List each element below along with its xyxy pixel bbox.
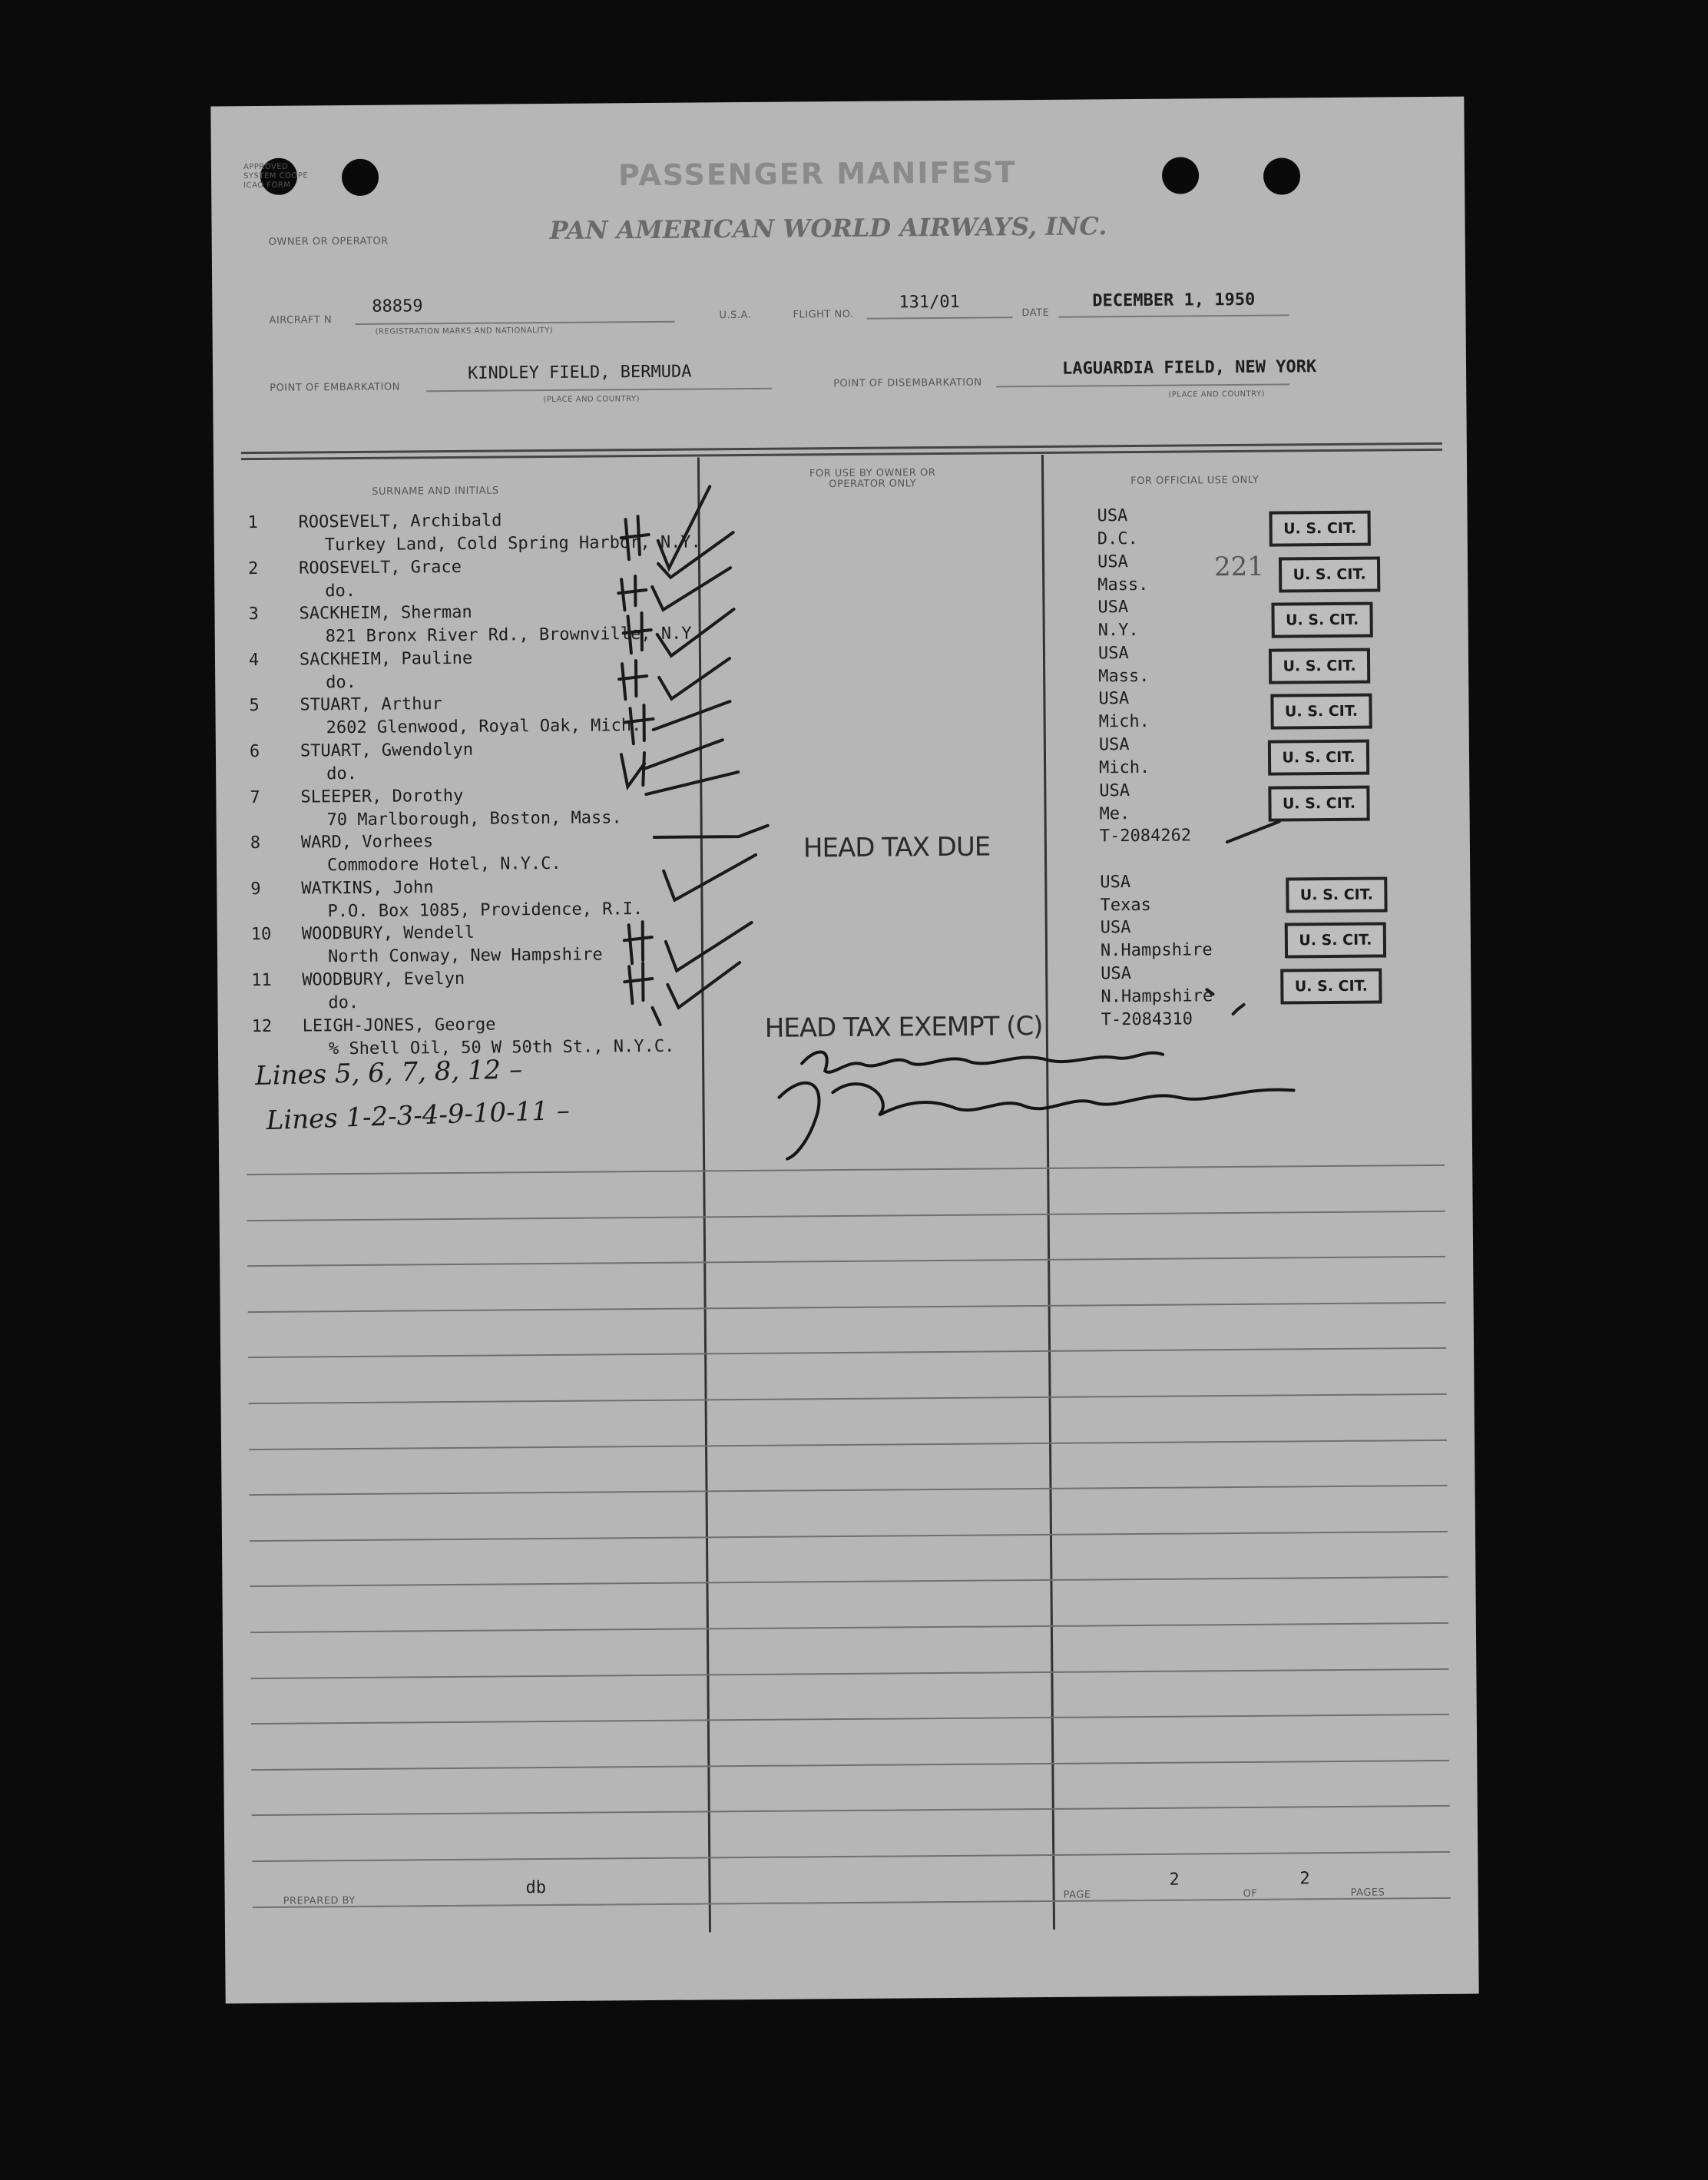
date-label: DATE [1021,306,1050,320]
passenger-address: 2602 Glenwood, Royal Oak, Mich. [326,716,642,738]
usa-label: U.S.A. [719,309,752,322]
column-divider [697,457,711,1932]
passenger-citizenship: USA [1098,689,1130,709]
passenger-citizenship: USA [1098,735,1130,755]
of-label: OF [1243,1887,1258,1900]
passenger-state: Mass. [1098,666,1150,687]
passenger-state: Me. [1099,803,1130,823]
embark-point: KINDLEY FIELD, BERMUDA [467,362,692,383]
passenger-number: 5 [249,696,260,716]
us-citizen-stamp: U. S. CIT. [1286,876,1387,913]
passenger-state: N.Hampshire [1100,940,1213,961]
passenger-address: do. [325,581,356,601]
passenger-number: 8 [250,833,261,853]
ruled-line [249,1393,1447,1404]
disembark-point: LAGUARDIA FIELD, NEW YORK [1061,357,1317,379]
col-owner-use: FOR USE BY OWNER OR OPERATOR ONLY [809,467,936,491]
form-title: PASSENGER MANIFEST [617,155,1017,193]
passenger-number: 9 [250,879,261,899]
passenger-state: Mass. [1097,575,1149,595]
passenger-number: 7 [250,787,260,807]
passenger-address: 821 Bronx River Rd., Brownville, N.Y. [325,624,702,647]
embark-note: (PLACE AND COUNTRY) [543,395,640,405]
us-citizen-stamp: U. S. CIT. [1270,694,1372,730]
passenger-state: Mich. [1099,757,1150,778]
us-citizen-stamp: U. S. CIT. [1271,602,1372,638]
ruled-line [251,1760,1449,1771]
us-citizen-stamp: U. S. CIT. [1268,740,1369,776]
passenger-citizenship: USA [1100,918,1131,938]
handwritten-line-1: Lines 5, 6, 7, 8, 12 – [254,1054,523,1092]
passenger-number: 11 [251,970,272,991]
us-citizen-stamp: U. S. CIT. [1268,785,1369,821]
ruled-line [249,1439,1447,1449]
passenger-address: Turkey Land, Cold Spring Harbor, N.Y. [324,532,701,555]
ruled-line [250,1622,1448,1633]
page-number: 2 [1169,1870,1180,1890]
passenger-name: LEIGH-JONES, George [302,1015,496,1036]
passenger-citizenship: USA [1100,872,1131,893]
passenger-number: 3 [248,605,259,625]
passenger-name: SACKHEIM, Sherman [299,602,472,624]
passenger-name: ROOSEVELT, Archibald [298,511,502,532]
passenger-address: North Conway, New Hampshire [327,945,603,967]
airline-name: PAN AMERICAN WORLD AIRWAYS, INC. [549,211,1107,245]
passenger-address: P.O. Box 1085, Providence, R.I. [327,899,644,922]
passenger-number: 2 [247,558,259,578]
prepared-by: db [525,1878,547,1898]
registration-note: (REGISTRATION MARKS AND NATIONALITY) [375,326,554,336]
page-label: PAGE [1063,1889,1091,1901]
punch-hole [1162,157,1199,194]
passenger-citizenship: USA [1097,643,1129,664]
passenger-name: SACKHEIM, Pauline [299,648,473,670]
owner-label: OWNER OR OPERATOR [268,235,389,248]
flight-label: FLIGHT NO. [793,308,854,321]
ruled-line [248,1302,1446,1313]
passenger-name: WATKINS, John [301,877,434,899]
passenger-address: 70 Marlborough, Boston, Mass. [326,807,622,830]
ruled-line [247,1210,1445,1221]
passenger-name: ROOSEVELT, Grace [298,557,462,578]
passenger-citizenship: USA [1097,552,1128,572]
punch-hole [1263,157,1300,194]
ruled-line [250,1668,1448,1678]
passenger-number: 12 [251,1016,273,1036]
total-pages: 2 [1299,1869,1310,1889]
prepared-label: PREPARED BY [283,1895,356,1907]
passenger-state: D.C. [1097,528,1138,549]
ruled-line [248,1347,1446,1358]
manifest-sheet [210,97,1478,2004]
disembark-label: POINT OF DISEMBARKATION [833,376,982,390]
ruled-line [247,1256,1445,1267]
handwritten-line-2: Lines 1-2-3-4-9-10-11 – [266,1095,571,1137]
passenger-number: 4 [248,650,260,670]
passenger-address: do. [326,764,358,784]
passenger-number: 6 [249,741,260,762]
col-surname: SURNAME AND INITIALS [372,485,499,498]
punch-hole [342,159,379,196]
ruled-line [250,1531,1448,1542]
passenger-address: Commodore Hotel, N.Y.C. [326,854,561,876]
passenger-number: 10 [250,925,272,945]
pages-label: PAGES [1350,1887,1385,1899]
form-code-line: ICAO FORM [243,181,291,191]
ruled-lines [210,97,1464,107]
passenger-citizenship: USA [1097,598,1129,618]
us-citizen-stamp: U. S. CIT. [1269,648,1370,684]
aircraft-number: 88859 [372,297,423,316]
flight-date: DECEMBER 1, 1950 [1092,290,1256,311]
passenger-name: WOODBURY, Wendell [301,923,475,944]
passenger-address: % Shell Oil, 50 W 50th St., N.Y.C. [328,1036,675,1059]
us-citizen-stamp: U. S. CIT. [1269,511,1371,547]
aircraft-label: AIRCRAFT N [269,314,333,326]
passenger-number: 1 [247,512,258,533]
passenger-citizenship: T-2084262 [1099,826,1192,846]
passenger-citizenship: T-2084310 [1101,1009,1193,1029]
passenger-address: do. [328,992,359,1013]
passenger-name: SLEEPER, Dorothy [300,786,464,807]
passenger-name: WOODBURY, Evelyn [302,969,465,990]
passenger-name: STUART, Arthur [300,694,442,715]
passenger-citizenship: USA [1099,780,1130,800]
head-tax-exempt-stamp: HEAD TAX EXEMPT (C) [764,1010,1043,1044]
col-official-use: FOR OFFICIAL USE ONLY [1130,474,1259,488]
form-code-line: SYSTEM COOPE [243,171,309,181]
disembark-note: (PLACE AND COUNTRY) [1168,389,1266,399]
us-citizen-stamp: U. S. CIT. [1285,923,1386,959]
ruled-line [252,1851,1450,1862]
passenger-state: N.Hampshire [1101,986,1213,1007]
ruled-line [247,1165,1445,1175]
passenger-name: STUART, Gwendolyn [300,740,474,761]
embark-label: POINT OF EMBARKATION [270,381,400,394]
us-citizen-stamp: U. S. CIT. [1280,969,1382,1005]
passenger-state: Mich. [1098,712,1150,732]
ruled-line [252,1805,1450,1816]
ruled-line [250,1485,1448,1496]
passenger-citizenship: USA [1097,506,1128,526]
official-number-stamp: 221 [1213,551,1265,583]
ruled-line [251,1714,1449,1724]
column-divider [1041,455,1055,1930]
passenger-citizenship: USA [1101,964,1132,984]
passenger-state: N.Y. [1097,621,1139,641]
passenger-address: do. [326,672,357,693]
ruled-line [250,1576,1448,1587]
passenger-state: Texas [1100,895,1151,916]
us-citizen-stamp: U. S. CIT. [1279,556,1380,592]
passenger-name: WARD, Vorhees [300,832,434,853]
head-tax-due-stamp: HEAD TAX DUE [803,831,991,864]
flight-number: 131/01 [899,292,960,313]
form-code-line: APPROVED [243,162,289,172]
